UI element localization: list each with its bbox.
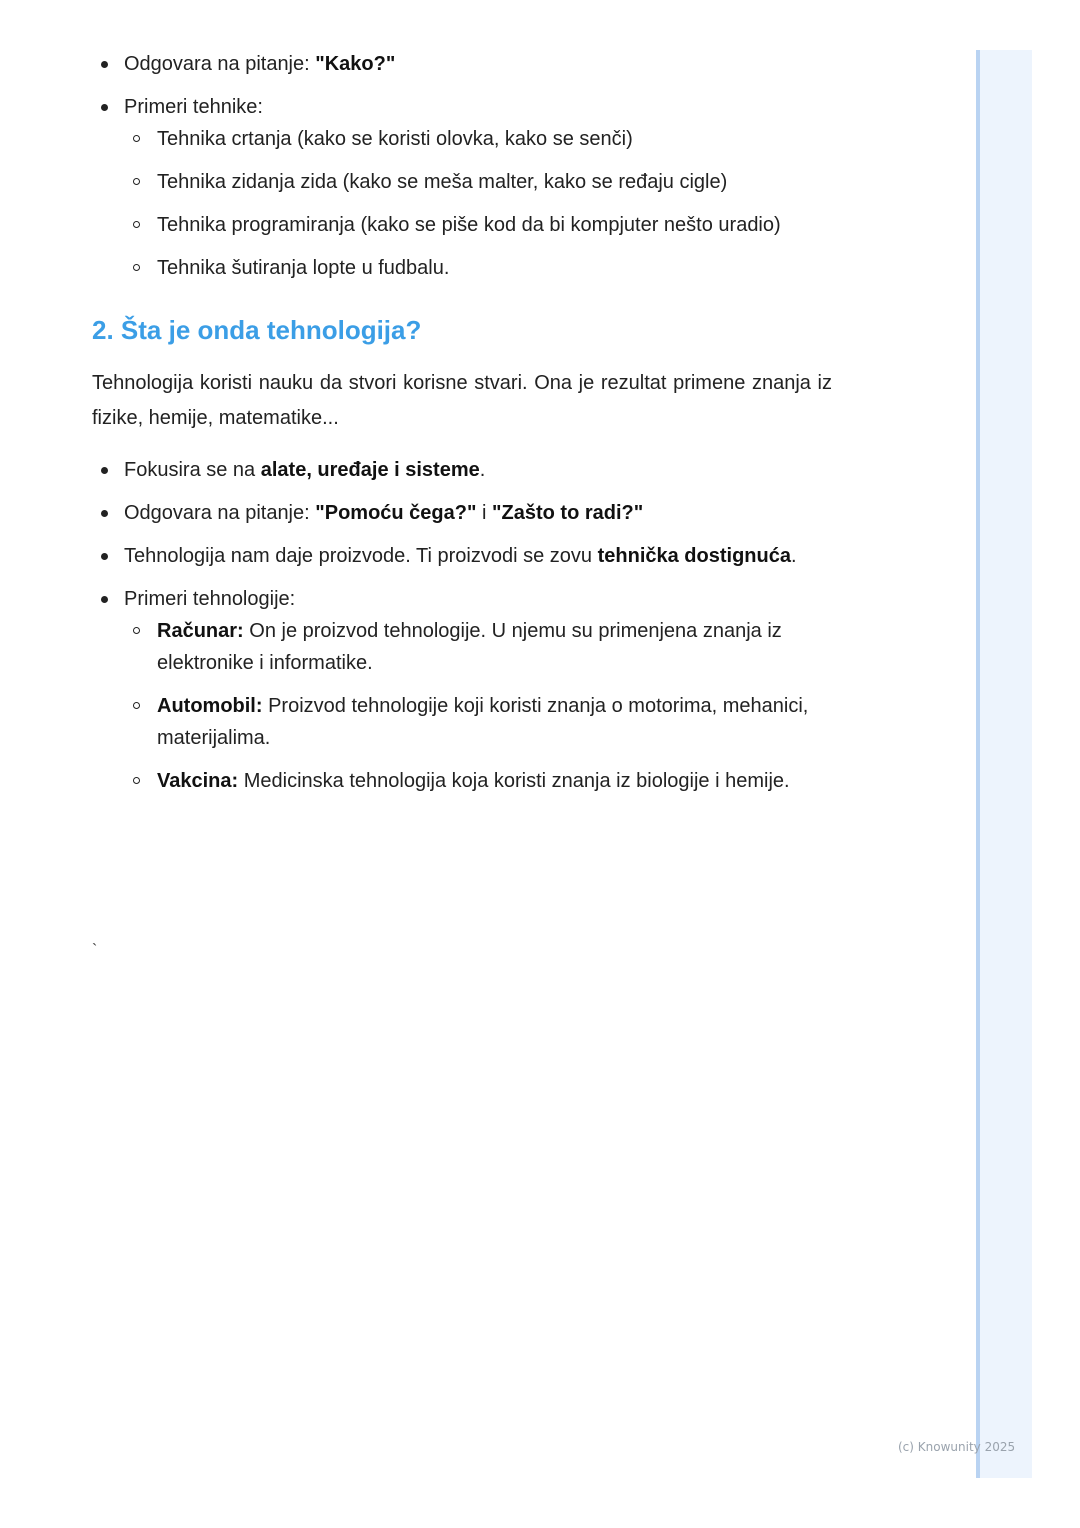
technique-list [92,48,832,284]
document-body [92,48,832,808]
sidebar-border [976,50,980,1478]
list-item [92,48,832,80]
text-segment: Fokusira se na [124,459,261,481]
sub-list-item: Tehnika crtanja (kako se koristi olovka, kako se senči) [124,123,832,155]
question-bold: "Kako?" [315,53,396,75]
text-segment: Odgovara na pitanje: [124,502,316,524]
term: Vakcina: [157,770,239,792]
section-heading: 2. Šta je onda tehnologija? [92,315,422,345]
list-item [92,540,832,572]
sub-list-item [124,765,832,797]
intro-paragraph: Tehnologija koristi nauku da stvori korisne stvari. Ona je rezultat primene znanja iz fizike, hemije, matematike... [92,372,832,429]
term: Automobil: [157,695,263,717]
term-description: Proizvod tehnologije koji koristi znanja o motorima, mehanici, materijalima. [157,695,809,749]
examples-label: Primeri tehnologije: [124,588,296,610]
copyright-footer: (c) Knowunity 2025 [898,1440,1016,1454]
sidebar-panel [976,50,1032,1478]
bold-segment: tehnička dostignuća [597,545,791,567]
list-item [92,454,832,486]
text-segment: . [479,459,486,481]
stray-mark: ` [92,942,98,959]
bold-segment: "Pomoću čega?" [315,502,477,524]
technology-list [92,454,832,797]
examples-label: Primeri tehnike: [124,96,263,118]
list-item [92,497,832,529]
technology-examples [124,615,832,797]
sub-list-item [124,690,832,754]
bold-segment: "Zašto to radi?" [492,502,644,524]
bold-segment: alate, uređaje i sisteme [260,459,480,481]
term-description: On je proizvod tehnologije. U njemu su primenjena znanja iz elektronike i informatike. [157,620,782,674]
text-segment: Tehnologija nam daje proizvode. Ti proizvodi se zovu [124,545,598,567]
text-segment: i [476,502,493,524]
sub-list-item [124,615,832,679]
sub-list-item: Tehnika šutiranja lopte u fudbalu. [124,252,832,284]
question-label: Odgovara na pitanje: [124,53,316,75]
text-segment: . [790,545,797,567]
sub-list-item: Tehnika zidanja zida (kako se meša malter, kako se ređaju cigle) [124,166,832,198]
list-item [92,91,832,284]
term-description: Medicinska tehnologija koja koristi znanja iz biologije i hemije. [238,770,790,792]
term: Računar: [157,620,244,642]
sub-list-item: Tehnika programiranja (kako se piše kod da bi kompjuter nešto uradio) [124,209,832,241]
technique-examples [124,123,832,284]
list-item [92,583,832,797]
